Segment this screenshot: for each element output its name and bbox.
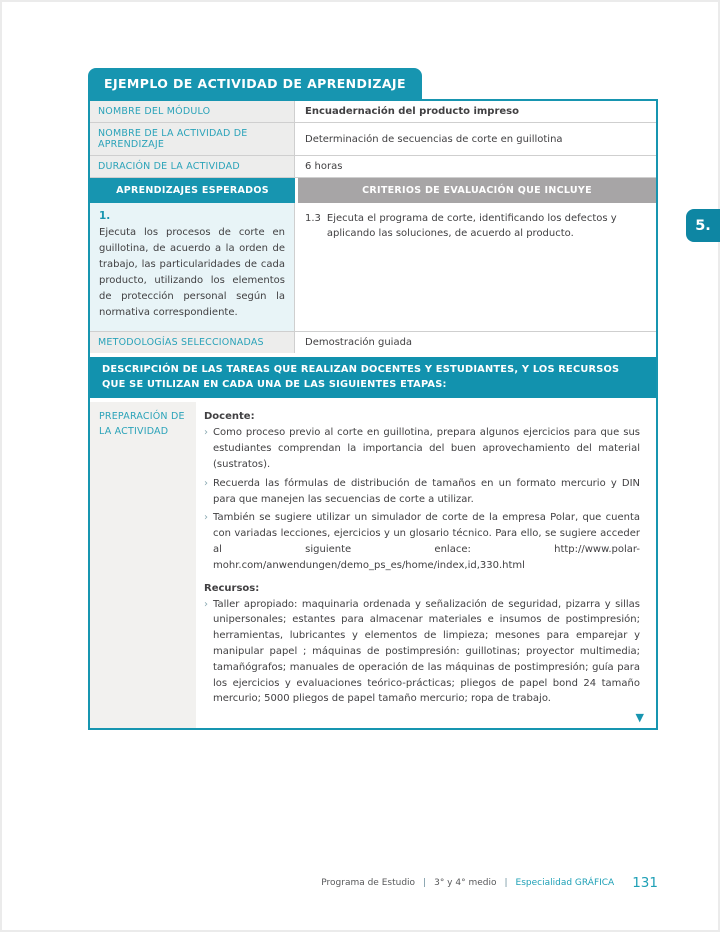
footer-separator: | xyxy=(504,878,508,888)
table-row-duration xyxy=(90,156,656,178)
activity-document xyxy=(88,68,658,730)
activity-name-value: Determinación de secuencias de corte en guillotina xyxy=(305,133,563,145)
criteria-number: 1.3 xyxy=(305,213,321,224)
table-column-headers xyxy=(90,178,656,203)
resources-heading: Recursos: xyxy=(204,582,260,594)
section-number-tab: 5. xyxy=(686,209,720,242)
list-item xyxy=(204,476,640,508)
list-item xyxy=(204,597,640,708)
list-item-text: Recuerda las fórmulas de distribución de tamaños en un formato mercurio y DIN para que manejen las secuencias de corte a utilizar. xyxy=(213,477,640,505)
page-number: 131 xyxy=(632,875,658,891)
table-row-learning-criteria xyxy=(90,203,656,332)
preparation-content xyxy=(196,402,656,728)
module-label: NOMBRE DEL MÓDULO xyxy=(90,101,295,122)
list-item-text: Taller apropiado: maquinaria ordenada y señalización de seguridad, pizarra y sillas unipersonales; estantes para almacenar materiales e insumos de postimpresión; herramientas, lubricantes y elementos de limpieza; mesones para emparejar y manipular papel ; máquinas de postimpresión: guillotinas; proyector multimedia; tamañógrafos; manuales de operación de las máquinas de postimpresión; guía para los ejercicios y evaluaciones teórico-prácticas; pliegos de papel bond 24 tamaño mercurio; 5000 pliegos de papel tamaño mercurio; ropa de trabajo. xyxy=(213,598,640,705)
table-row-methodology xyxy=(90,332,656,353)
list-item xyxy=(204,425,640,472)
expected-learning-cell xyxy=(90,203,295,331)
page-footer xyxy=(321,875,658,891)
expected-learning-text: Ejecuta los procesos de corte en guillotina, de acuerdo a la orden de trabajo, las particularidades de cada producto, utilizando los elementos de protección personal según la normativa correspondiente. xyxy=(99,227,285,318)
bullet-icon: › xyxy=(204,427,208,439)
teacher-heading: Docente: xyxy=(204,411,255,423)
activity-name-label: NOMBRE DE LA ACTIVIDAD DE APRENDIZAJE xyxy=(90,123,295,155)
bullet-icon: › xyxy=(204,512,208,524)
table-row-activity-name xyxy=(90,123,656,156)
list-item xyxy=(204,510,640,573)
footer-program: Programa de Estudio xyxy=(321,878,416,888)
table-row-module xyxy=(90,101,656,123)
table-row-preparation xyxy=(90,402,656,728)
footer-grade: 3° y 4° medio xyxy=(434,878,497,888)
tasks-description-banner: DESCRIPCIÓN DE LAS TAREAS QUE REALIZAN DOCENTES Y ESTUDIANTES, Y LOS RECURSOS QUE SE UTILIZAN EN CADA UNA DE LAS SIGUIENTES ETAPAS: xyxy=(90,357,656,398)
activity-title-tab: EJEMPLO DE ACTIVIDAD DE APRENDIZAJE xyxy=(88,68,422,99)
footer-specialty: Especialidad GRÁFICA xyxy=(515,878,615,888)
expected-learning-header: APRENDIZAJES ESPERADOS xyxy=(90,178,295,203)
list-item-text: Como proceso previo al corte en guillotina, prepara algunos ejercicios para que sus estudiantes comprendan la importancia del buen aprovechamiento del material (sustratos). xyxy=(213,427,640,470)
teacher-items-list xyxy=(204,425,640,573)
continuation-arrow-icon: ▼ xyxy=(635,711,644,725)
preparation-label: PREPARACIÓN DE LA ACTIVIDAD xyxy=(90,402,196,728)
activity-table xyxy=(88,99,658,730)
methodology-value: Demostración guiada xyxy=(305,337,413,348)
bullet-icon: › xyxy=(204,477,208,489)
methodology-label: METODOLOGÍAS SELECCIONADAS xyxy=(90,332,295,353)
list-item-text: También se sugiere utilizar un simulador de corte de la empresa Polar, que cuenta con variadas lecciones, ejercicios y un glosario técnico. Para ello, se sugiere acceder al siguiente enlace: http://www.polar-mohr.com/anwendungen/demo_ps_es/home/index,id,330.html xyxy=(213,512,640,571)
duration-label: DURACIÓN DE LA ACTIVIDAD xyxy=(90,156,295,177)
footer-separator: | xyxy=(423,878,427,888)
module-value: Encuadernación del producto impreso xyxy=(305,106,519,117)
evaluation-criteria-cell xyxy=(295,203,656,331)
bullet-icon: › xyxy=(204,598,208,610)
resources-items-list xyxy=(204,597,640,708)
expected-learning-number: 1. xyxy=(99,210,111,222)
criteria-text: Ejecuta el programa de corte, identificando los defectos y aplicando las soluciones, de acuerdo al producto. xyxy=(326,213,617,239)
duration-value: 6 horas xyxy=(305,161,343,172)
evaluation-criteria-header: CRITERIOS DE EVALUACIÓN QUE INCLUYE xyxy=(298,178,656,203)
